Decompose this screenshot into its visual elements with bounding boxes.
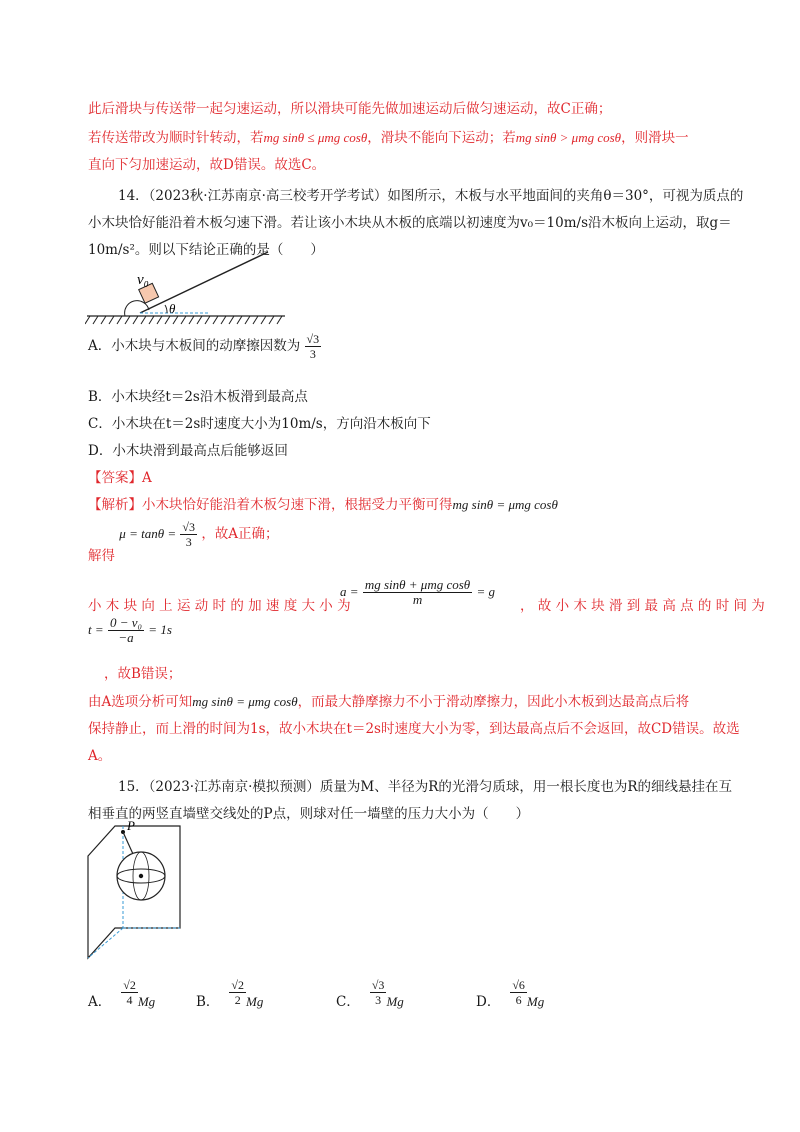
q15-option-a: A． $\frac{√2}{4}$ Mg (88, 978, 156, 1010)
q15-option-c: C． $\frac{√3}{3}$ Mg (336, 978, 404, 1010)
analysis-14-line-5: 由A选项分析可知mg sinθ = μmg cosθ，而最大静摩擦力不小于滑动摩擦力，因此小木板到达最高点后将 (88, 694, 690, 710)
formula-gt: mg sinθ > μmg cosθ (515, 130, 622, 145)
formula-le: mg sinθ ≤ μmg cosθ (263, 130, 368, 145)
q15-option-b: B． $\frac{√2}{2}$ Mg (196, 978, 264, 1010)
formula-mu: μ = tanθ = (119, 526, 177, 541)
q14-option-c: C．小木块在t＝2s时速度大小为10m/s，方向沿木板向下 (88, 416, 431, 432)
fraction-sqrt3-over-3: $\frac{√3}{3}$ (182, 520, 196, 549)
q14-option-a (88, 332, 321, 361)
incline-figure (85, 250, 295, 330)
wall-sphere-figure (85, 818, 195, 968)
analysis-text: ，滑块不能向下运动；若 (367, 130, 516, 146)
q15-stem-line-2: 相垂直的两竖直墙壁交线处的P点，则球对任一墙壁的压力大小为（ ） (88, 806, 530, 822)
q14-stem-line-2: 小木块恰好能沿着木板匀速下滑。若让该小木块从木板的底端以初速度为v₀＝10m/s沿木板向上运动，取g＝ (88, 215, 732, 231)
p-label: P (127, 818, 135, 833)
q15-option-d: D． $\frac{√6}{6}$ Mg (476, 978, 545, 1010)
analysis-text: ，则滑块一 (621, 130, 689, 146)
formula-acceleration: a = $\frac{\text{mg sinθ + μmg cosθ}}{m}$ = g (340, 577, 496, 607)
analysis-line-3: 直向下匀加速运动，故D错误。故选C。 (88, 157, 326, 173)
analysis-line-2 (88, 126, 689, 146)
analysis-14-line-3: 小 木 块 向 上 运 动 时 的 加 速 度 大 小 为 (88, 598, 351, 614)
analysis-line-1: 此后滑块与传送带一起匀速运动，所以滑块可能先做加速运动后做匀速运动，故C正确； (88, 101, 612, 117)
q14-stem-line-1: 14．（2023秋·江苏南京·高三校考开学考试）如图所示，木板与水平地面间的夹角θ＝30°，可视为质点的 (118, 188, 744, 204)
formula-time: t = $\frac{\text{0 − v₀}}{-a}$ = 1s (88, 615, 172, 645)
analysis-14-line-7: A。 (88, 748, 112, 764)
v0-label: v₀ (137, 272, 149, 288)
option-text: A．小木块与木板间的动摩擦因数为 (88, 338, 301, 354)
analysis-14-line-3b: ， 故 小 木 块 滑 到 最 高 点 的 时 间 为 (520, 598, 765, 614)
q14-option-b: B．小木块经t＝2s沿木板滑到最高点 (88, 389, 308, 405)
theta-label: θ (169, 301, 176, 316)
q14-option-d: D．小木块滑到最高点后能够返回 (88, 443, 288, 459)
q14-stem-line-3: 10m/s²。则以下结论正确的是（ ） (88, 242, 324, 258)
q15-stem-line-1: 15．（2023·江苏南京·模拟预测）质量为M、半径为R的光滑匀质球，用一根长度也为R的细线悬挂在互 (118, 779, 733, 795)
analysis-14-line-4: ，故B错误； (104, 666, 182, 682)
analysis-14-line-2: 解得 μ = tanθ = $\frac{√3}{3}$ ，故A正确； (88, 520, 279, 564)
fraction-sqrt3-over-3: $\frac{√3}{3}$ (306, 332, 320, 361)
answer-label: 【答案】A (88, 470, 152, 486)
analysis-14-line-6: 保持静止，而上滑的时间为1s，故小木块在t＝2s时速度大小为零，到达最高点后不会返回，故CD错误。故选 (88, 721, 740, 737)
formula-eq: mg sinθ = μmg cosθ (192, 694, 298, 709)
analysis-text: 若传送带改为顺时针转动，若 (88, 130, 264, 146)
formula-eq: mg sinθ = μmg cosθ (452, 497, 558, 512)
analysis-14-line-1: 【解析】小木块恰好能沿着木板匀速下滑，根据受力平衡可得mg sinθ = μmg cosθ (88, 497, 558, 513)
